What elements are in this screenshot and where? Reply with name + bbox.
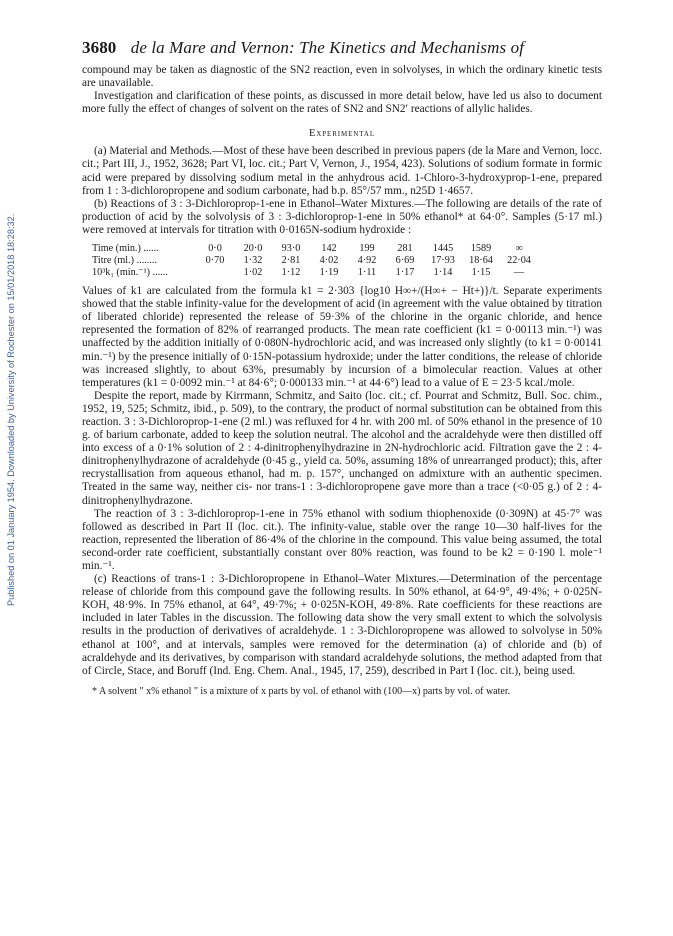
table-cell: 0·70 (205, 255, 225, 267)
paragraph-materials-methods: (a) Material and Methods.—Most of these have been described in previous papers (de la Mare and Vernon, locc. cit.; Part III, J., 1952, 3628; Part VI, loc. cit.; Part V, Vernon, J., 1954, 423). Solutions of sodium formate in formic acid were prepared by dissolving sodium metal in the anhydrous acid. 1-Chloro-3-hydroxyprop-1-ene, prepared from 1 : 3-dichloropropene and sodium carbonate, had b.p. 85°/57 mm., n25D 1·4657. (82, 145, 602, 197)
row-label: Titre (ml.) ........ (92, 255, 157, 267)
table-cell: 6·69 (395, 255, 415, 267)
table-cell: 2·81 (281, 255, 301, 267)
table-cell: 1·02 (243, 267, 263, 279)
table-cell: 281 (397, 243, 413, 255)
paragraph-reactions-c: (c) Reactions of trans-1 : 3-Dichloropropene in Ethanol–Water Mixtures.—Determination of the percentage release of chloride from this compound gave the following results. In 50% ethanol, at 64·9°, 49·4%; + 0·025N-KOH, 48·9%. In 75% ethanol, at 64°, 49·7%; + 0·025N-KOH, 49·8%. Rate coefficients for these reactions are included in later Tables in the discussion. The following data show the very small extent to which the solvolysis results in the production of derivatives of acraldehyde. 1 : 3-Dichloropropene was allowed to solvolyse in 50% ethanol at 100°, and at intervals, samples were removed for the determination (a) of chloride and (b) of acraldehyde and its derivatives, by comparison with standard acraldehyde solutions, the method adapted from that of Circle, Stace, and Boruff (Ind. Eng. Chem. Anal., 1945, 17, 259), described in Part I (loc. cit.), being used. (82, 573, 602, 677)
kinetics-table (92, 243, 538, 279)
paragraph-thiophenoxide-reaction: The reaction of 3 : 3-dichloroprop-1-ene in 75% ethanol with sodium thiophenoxide (0·309N) at 45·7° was followed as described in Part II (loc. cit.). The infinity-value, stable over the range 10—30 half-lives for the reaction, represented the liberation of 86·4% of the chlorine in the compound. This value being assumed, the total second-order rate coefficient, substantially constant over 80% reaction, was found to be k2 = 0·190 l. mole⁻¹ min.⁻¹. (82, 507, 602, 572)
table-row (92, 255, 538, 267)
journal-page (82, 38, 602, 698)
table-cell: 1·11 (357, 267, 377, 279)
row-label: 10³k₁ (min.⁻¹) ...... (92, 267, 168, 279)
paragraph-values-k1: Values of k1 are calculated from the formula k1 = 2·303 {log10 H∞+/(H∞+ − Ht+)}/t. Separate experiments showed that the stable infinity-value for the development of acid (in agreement with the value obtained by titration of liberated chloride) represented the release of 59·3% of the chlorine in the organic chloride, and hence represented the formation of 82% of rearranged products. The mean rate coefficient (k1 = 0·00113 min.⁻¹) was unaffected by the addition initially of 0·080N-hydrochloric acid, and was increased only slightly (to k1 = 0·00141 min.⁻¹) by the presence initially of 0·15N-potassium hydroxide; under the latter conditions, the release of chloride was increased slightly, to about 63%, presumably by incursion of a bimolecular reaction. Values at other temperatures (k1 = 0·0092 min.⁻¹ at 84·6°; 0·000133 min.⁻¹ at 44·6°) lead to a value of E = 23·5 kcal./mole. (82, 285, 602, 389)
table-cell: 1·15 (471, 267, 491, 279)
table-cell: 1·19 (319, 267, 339, 279)
table-cell (196, 267, 234, 279)
footnote: * A solvent " x% ethanol " is a mixture of x parts by vol. of ethanol with (100—x) parts by vol. of water. (92, 685, 511, 697)
intro-paragraph-1: compound may be taken as diagnostic of the SN2 reaction, even in solvolyses, in which the ordinary kinetic tests are unavailable. (82, 64, 602, 90)
table-cell: 0·0 (208, 243, 222, 255)
table-cell: 22·04 (507, 255, 531, 267)
page-number: 3680 (82, 38, 117, 57)
running-header (82, 38, 602, 58)
table-cell: 1·14 (433, 267, 453, 279)
table-cell: 1·32 (243, 255, 263, 267)
table-cell: 20·0 (243, 243, 263, 255)
running-title: de la Mare and Vernon: The Kinetics and Mechanisms of (130, 38, 525, 57)
table-cell: 199 (359, 243, 375, 255)
table-cell: 1589 (470, 243, 492, 255)
table-cell: 1445 (432, 243, 454, 255)
table-cell: 142 (321, 243, 337, 255)
paragraph-reactions-b: (b) Reactions of 3 : 3-Dichloroprop-1-ene in Ethanol–Water Mixtures.—The following are details of the rate of production of acid by the solvolysis of 3 : 3-dichloroprop-1-ene in 50% ethanol* at 64·0°. Samples (5·17 ml.) were removed at intervals for titration with 0·0165N-sodium hydroxide : (82, 197, 602, 236)
table-cell: — (513, 267, 525, 279)
intro-paragraph-2: Investigation and clarification of these points, as discussed in more detail below, have led us also to document more fully the effect of changes of solvent on the rates of SN2 and SN2′ reactions of allylic halides. (82, 90, 602, 116)
table-row (92, 267, 538, 279)
table-cell: 4·92 (357, 255, 377, 267)
paragraph-despite-report: Despite the report, made by Kirrmann, Schmitz, and Saito (loc. cit.; cf. Pourrat and Schmitz, Bull. Soc. chim., 1952, 19, 525; Schmitz, ibid., p. 509), to the contrary, the product of normal substitution can be obtained from this reaction. 3 : 3-Dichloroprop-1-ene (2 ml.) was refluxed for 4 hr. with 200 ml. of 50% ethanol in the presence of 10 g. of barium carbonate, added to keep the solution neutral. The alcohol and the acraldehyde were then distilled off into excess of a 0·1% solution of 2 : 4-dinitrophenylhydrazine in 2N-hydrochloric acid. Filtration gave the 2 : 4-dinitrophenylhydrazone of acraldehyde (0·45 g., yield ca. 50%, assuming 18% of unrearranged product); this, after recrystallisation from aqueous ethanol, had m. p. 157°, unchanged on admixture with an authentic specimen. Treated in the same way, neither cis- nor trans-1 : 3-dichloropropene gave more than a trace (<0·05 g.) of 2 : 4-dinitrophenylhydrazone. (82, 389, 602, 507)
table-row (92, 243, 538, 255)
table-cell: 18·64 (469, 255, 493, 267)
table-cell: 17·93 (431, 255, 455, 267)
download-notice: Published on 01 January 1954. Downloaded by University of Rochester on 15/01/2018 18:28:32. (6, 213, 16, 607)
table-cell: 1·17 (395, 267, 415, 279)
table-cell: 93·0 (281, 243, 301, 255)
row-label: Time (min.) ...... (92, 243, 159, 255)
table-cell: ∞ (515, 243, 523, 255)
table-cell: 1·12 (281, 267, 301, 279)
section-heading: Experimental (308, 128, 376, 140)
table-cell: 4·02 (319, 255, 339, 267)
